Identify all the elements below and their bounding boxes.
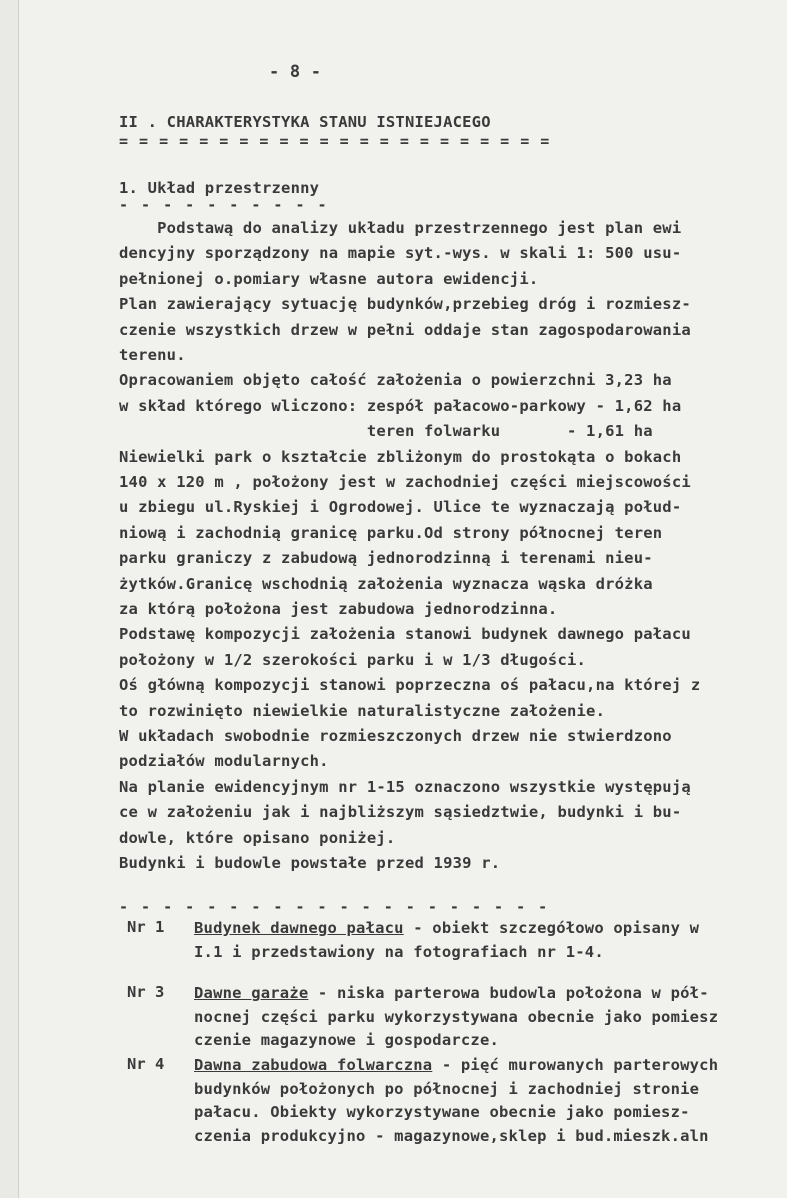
text-line: 140 x 120 m , położony jest w zachodniej części miejscowości bbox=[119, 473, 691, 491]
text-line: Budynki i budowle powstałe przed 1939 r. bbox=[119, 854, 501, 872]
text-line: to rozwinięto niewielkie naturalistyczne założenie. bbox=[119, 701, 606, 720]
item-label: Nr 1 bbox=[127, 918, 165, 936]
text-line: W układach swobodnie rozmieszczonych drzew nie stwierdzono bbox=[119, 727, 672, 745]
item-name: Dawna zabudowa folwarczna bbox=[194, 1056, 433, 1074]
chapter-rule: = = = = = = = = = = = = = = = = = = = = = = bbox=[119, 132, 551, 150]
item-text-line: czenie magazynowe i gospodarcze. bbox=[194, 1031, 500, 1049]
text-line: podziałów modularnych. bbox=[119, 752, 329, 771]
item-text-line: czenia produkcyjno - magazynowe,sklep i bud.mieszk.aln bbox=[194, 1126, 709, 1145]
page-number: - 8 - bbox=[269, 62, 322, 82]
text-line: czenie wszystkich drzew w pełni oddaje stan zagospodarowania bbox=[119, 320, 691, 339]
section-title: 1. Układ przestrzenny bbox=[119, 179, 320, 197]
text-line: Podstawę kompozycji założenia stanowi budynek dawnego pałacu bbox=[119, 625, 691, 644]
text-line: dencyjny sporządzony na mapie syt.-wys. w skali 1: 500 usu- bbox=[119, 244, 682, 263]
item-text-line: Dawne garaże - niska parterowa budowla położona w pół- bbox=[194, 984, 709, 1002]
section-rule: - - - - - - - - - - bbox=[119, 196, 329, 214]
item-label: Nr 3 bbox=[127, 983, 165, 1001]
text-line: Opracowaniem objęto całość założenia o powierzchni 3,23 ha bbox=[119, 371, 672, 390]
item-text-line: budynków położonych po północnej i zachodniej stronie bbox=[194, 1079, 700, 1098]
item-text-line: pałacu. Obiekty wykorzystywane obecnie jako pomiesz- bbox=[194, 1103, 690, 1121]
text-line: Podstawą do analizy układu przestrzennego jest plan ewi bbox=[119, 219, 682, 237]
text-line: dowle, które opisano poniżej. bbox=[119, 828, 396, 847]
item-name: Budynek dawnego pałacu bbox=[194, 919, 404, 937]
text-line: Oś główną kompozycji stanowi poprzeczna oś pałacu,na której z bbox=[119, 676, 701, 695]
text-line: w skład którego wliczono: zespół pałacowo-parkowy - 1,62 ha bbox=[119, 396, 682, 415]
text-line: żytków.Granicę wschodnią założenia wyznacza wąska dróżka bbox=[119, 574, 653, 593]
text-line: za którą położona jest zabudowa jednorodzinna. bbox=[119, 600, 558, 618]
text-line: pełnionej o.pomiary własne autora ewidencji. bbox=[119, 269, 539, 288]
list-rule: - - - - - - - - - - - - - - - - - - - - bbox=[119, 898, 550, 916]
text-line: Plan zawierający sytuację budynków,przebieg dróg i rozmiesz- bbox=[119, 295, 691, 314]
text-line: Na planie ewidencyjnym nr 1-15 oznaczono wszystkie występują bbox=[119, 777, 691, 796]
text-line: terenu. bbox=[119, 346, 186, 364]
item-text-line: Dawna zabudowa folwarczna - pięć murowanych parterowych bbox=[194, 1056, 719, 1074]
item-text-line: Budynek dawnego pałacu - obiekt szczegółowo opisany w bbox=[194, 919, 700, 937]
text-line: ce w założeniu jak i najbliższym sąsiedztwie, budynki i bu- bbox=[119, 803, 682, 822]
text-line: teren folwarku - 1,61 ha bbox=[119, 422, 653, 441]
text-line: Niewielki park o kształcie zbliżonym do prostokąta o bokach bbox=[119, 447, 682, 466]
text-line: niową i zachodnią granicę parku.Od strony północnej teren bbox=[119, 523, 663, 542]
item-label: Nr 4 bbox=[127, 1055, 165, 1073]
text-line: parku graniczy z zabudową jednorodzinną i terenami nieu- bbox=[119, 549, 653, 568]
text-line: u zbiegu ul.Ryskiej i Ogrodowej. Ulice te wyznaczają połud- bbox=[119, 498, 682, 517]
chapter-title: II . CHARAKTERYSTYKA STANU ISTNIEJACEGO bbox=[119, 113, 491, 131]
item-name: Dawne garaże bbox=[194, 984, 309, 1002]
document-page bbox=[18, 0, 787, 1198]
item-text-line: nocnej części parku wykorzystywana obecnie jako pomiesz bbox=[194, 1007, 719, 1026]
item-text-line: I.1 i przedstawiony na fotografiach nr 1-4. bbox=[194, 942, 604, 961]
text-line: położony w 1/2 szerokości parku i w 1/3 długości. bbox=[119, 650, 587, 669]
